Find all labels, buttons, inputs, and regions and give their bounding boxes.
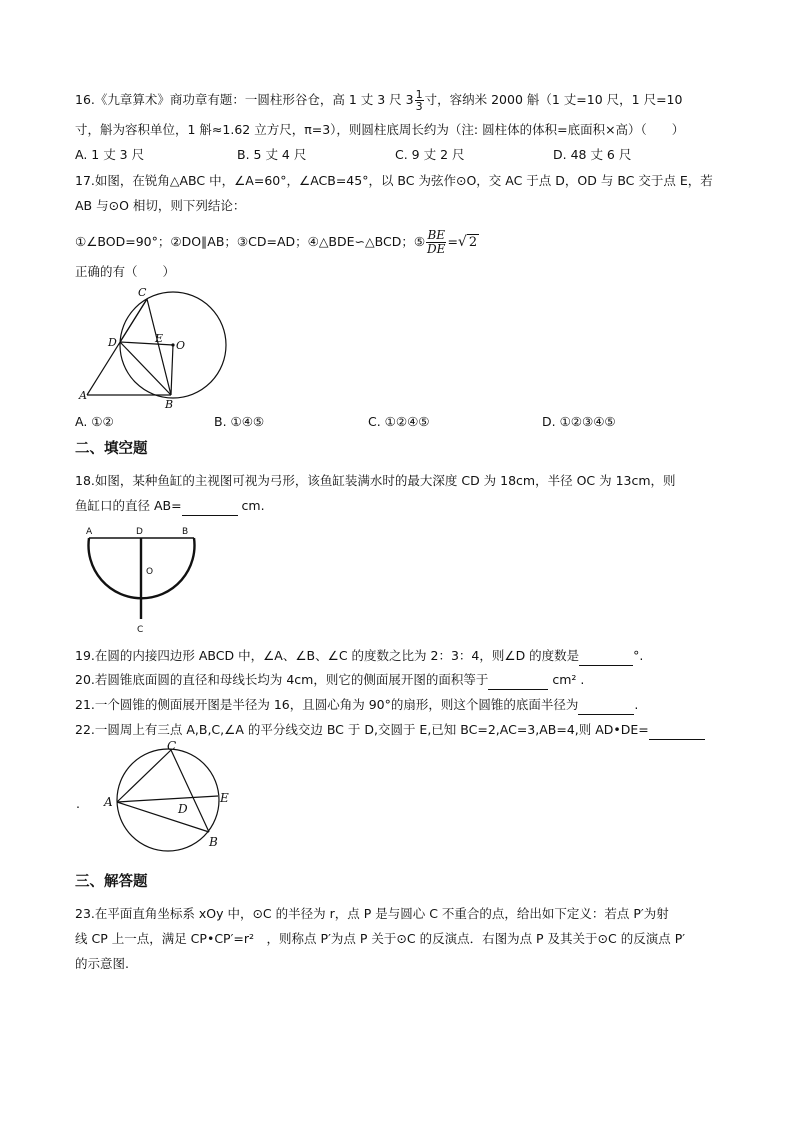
q22-circle — [117, 749, 219, 851]
q16-fraction: $\frac{1}{3}$ — [415, 88, 423, 113]
q18-label-C: C — [137, 625, 144, 635]
q17-equals: = — [447, 234, 458, 249]
q22-seg-AE — [117, 796, 218, 802]
q16-option-b: B. 5 丈 4 尺 — [237, 147, 307, 162]
q18-label-D: D — [136, 527, 143, 537]
q17-seg-OB — [171, 345, 173, 395]
q19-line: 19.在圆的内接四边形 ABCD 中，∠A、∠B、∠C 的度数之比为 2：3：4，则∠D 的度数是 °. — [75, 647, 643, 666]
q22-seg-AC — [117, 750, 171, 802]
q18-figure — [82, 522, 232, 637]
q17-label-D: D — [108, 336, 117, 349]
q22-label-D: D — [178, 802, 188, 816]
q17-sqrt: √ 2 — [457, 234, 478, 250]
q17-fraction: $\frac{BE}{DE}$ — [427, 228, 446, 256]
q20-line: 20.若圆锥底面圆的直径和母线长均为 4cm，则它的侧面展开图的面积等于 cm² . — [75, 671, 584, 690]
q17-option-a: A. ①② — [75, 414, 114, 429]
q18-label-O: O — [146, 567, 154, 577]
q22-label-B: B — [209, 835, 218, 849]
q23-line3: 的示意图. — [75, 956, 129, 971]
q18-answer-blank — [182, 497, 238, 516]
q22-label-C: C — [167, 739, 177, 753]
q18-label-B: B — [182, 527, 189, 537]
q22-figure — [100, 739, 240, 857]
q18-line2: 鱼缸口的直径 AB= cm. — [75, 497, 265, 516]
q18-label-A: A — [86, 527, 93, 537]
q17-seg-DC — [120, 299, 147, 342]
q17-conclusions: ①∠BOD=90°；②DO∥AB；③CD=AD；④△BDE∽△BCD；⑤ — [75, 234, 426, 249]
q17-line4: 正确的有（ ） — [75, 264, 176, 279]
q17-option-b: B. ①④⑤ — [214, 414, 265, 429]
q16-option-a: A. 1 丈 3 尺 — [75, 147, 145, 162]
q21-answer-blank — [578, 696, 634, 715]
q22-label-A: A — [104, 795, 113, 809]
q17-line2: AB 与⊙O 相切，则下列结论： — [75, 198, 246, 213]
q17-seg-DO — [120, 342, 173, 345]
q17-label-O: O — [176, 339, 186, 352]
q17-line3 — [75, 229, 479, 256]
q17-label-A: A — [79, 389, 87, 402]
section-heading-solve: 三、解答题 — [75, 874, 148, 890]
q22-seg-CB — [171, 750, 209, 832]
q17-option-d: D. ①②③④⑤ — [542, 414, 616, 429]
q17-seg-DB — [120, 342, 171, 395]
q22-answer-blank — [649, 721, 705, 740]
section-heading-fill-blank: 二、填空题 — [75, 441, 148, 457]
q17-line1: 17.如图，在锐角△ABC 中，∠A=60°，∠ACB=45°，以 BC 为弦作⊙O，交 AC 于点 D，OD 与 BC 交于点 E，若 — [75, 173, 713, 188]
q22-label-E: E — [220, 791, 229, 805]
q17-label-B: B — [165, 398, 174, 411]
q17-figure — [75, 285, 235, 410]
q17-center-dot — [171, 343, 174, 346]
q22-line: 22.一圆周上有三点 A,B,C,∠A 的平分线交边 BC 于 D,交圆于 E,已知 BC=2,AC=3,AB=4,则 AD•DE= — [75, 721, 705, 740]
q16-text-part2: 寸，容纳米 2000 斛（1 丈=10 尺，1 尺=10 — [424, 92, 683, 107]
q18-line1: 18.如图，某种鱼缸的主视图可视为弓形，该鱼缸装满水时的最大深度 CD 为 18cm，半径 OC 为 13cm，则 — [75, 473, 676, 488]
q16-option-c: C. 9 丈 2 尺 — [395, 147, 465, 162]
q16-text-part1: 16.《九章算术》商功章有题：一圆柱形谷仓，高 1 丈 3 尺 3 — [75, 92, 414, 107]
q16-line1 — [75, 89, 682, 112]
q17-option-c: C. ①②④⑤ — [368, 414, 430, 429]
q19-answer-blank — [579, 647, 633, 666]
q16-line2: 寸，斛为容积单位，1 斛≈1.62 立方尺，π=3），则圆柱底周长约为（注: 圆柱体的体积=底面积×高）（ ） — [75, 122, 685, 137]
q21-line: 21.一个圆锥的侧面展开图是半径为 16，且圆心角为 90°的扇形，则这个圆锥的底面半径为 . — [75, 696, 638, 715]
q17-seg-BC — [147, 299, 171, 395]
q23-line1: 23.在平面直角坐标系 xOy 中，⊙C 的半径为 r，点 P 是与圆心 C 不重合的点，给出如下定义：若点 P′为射 — [75, 906, 669, 921]
q16-option-d: D. 48 丈 6 尺 — [553, 147, 632, 162]
q20-answer-blank — [488, 671, 548, 690]
q22-seg-AB — [117, 802, 209, 832]
q23-line2: 线 CP 上一点，满足 CP•CP′=r² ，则称点 P′为点 P 关于⊙C 的反演点．右图为点 P 及其关于⊙C 的反演点 P′ — [75, 931, 686, 946]
q17-label-C: C — [138, 286, 147, 299]
q22-dot: . — [76, 796, 80, 811]
q17-label-E: E — [155, 332, 164, 345]
